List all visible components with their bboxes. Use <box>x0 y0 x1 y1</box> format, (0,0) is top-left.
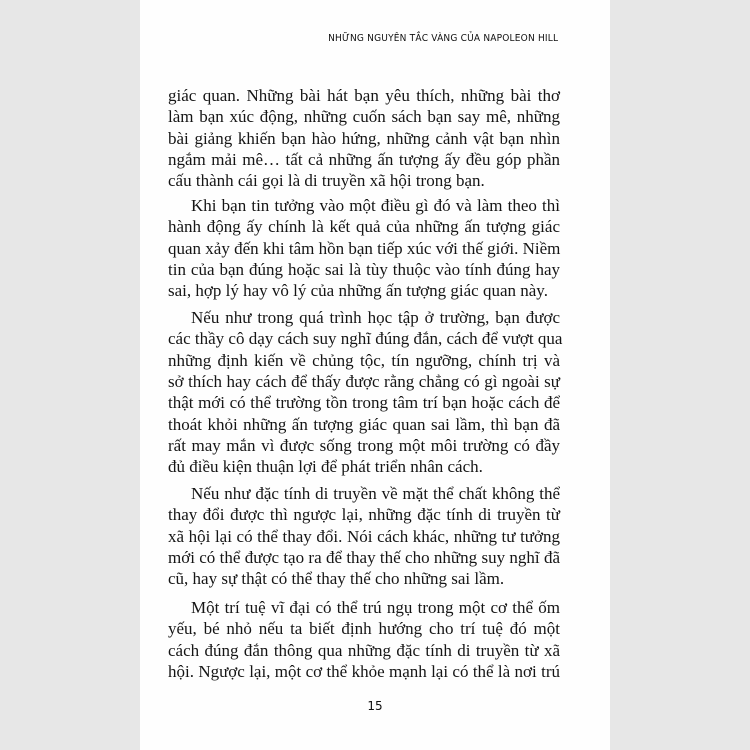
text-line: hành động ấy chính là kết quả của những ấn tượng giác <box>168 217 560 237</box>
running-header: NHỮNG NGUYÊN TẮC VÀNG CỦA NAPOLEON HILL <box>327 33 558 44</box>
text-line: Nếu như đặc tính di truyền về mặt thể chất không thể <box>191 484 560 503</box>
book-page <box>140 0 610 750</box>
text-line: sở thích hay cách để thấy được rằng chẳng có gì ngoài sự <box>168 371 560 391</box>
text-line: những định kiến về chủng tộc, tín ngưỡng, chính trị và <box>168 350 560 370</box>
text-line: Nếu như trong quá trình học tập ở trường, bạn được <box>191 308 560 327</box>
text-line: Khi bạn tin tưởng vào một điều gì đó và làm theo thì <box>191 196 560 215</box>
text-line: hội. Ngược lại, một cơ thể khỏe mạnh lại có thể là nơi trú <box>168 661 560 681</box>
text-line: giác quan. Những bài hát bạn yêu thích, những bài thơ <box>168 86 560 105</box>
text-line: thay đổi được thì ngược lại, những đặc tính di truyền từ <box>168 505 560 525</box>
text-line: tin của bạn đúng hoặc sai là tùy thuộc vào tính đúng hay <box>168 259 560 279</box>
text-line: cách đúng đắn thông qua những đặc tính di truyền từ xã <box>168 640 560 660</box>
text-line: ngắm mải mê… tất cả những ấn tượng ấy đều góp phần <box>168 149 560 169</box>
text-line: mới có thể được tạo ra để thay thế cho những suy nghĩ đã <box>168 547 560 567</box>
text-line: làm bạn xúc động, những cuốn sách bạn say mê, những <box>168 107 560 127</box>
text-line: cấu thành cái gọi là di truyền xã hội trong bạn. <box>168 171 485 191</box>
page-number: 15 <box>367 699 383 713</box>
text-line: thoát khỏi những ấn tượng giác quan sai lầm, thì bạn đã <box>168 414 560 434</box>
text-line: đủ điều kiện thuận lợi để phát triển nhân cách. <box>168 457 483 477</box>
text-line: các thầy cô dạy cách suy nghĩ đúng đắn, cách để vượt qua <box>168 329 563 349</box>
text-line: bài giảng khiến bạn hào hứng, những cảnh vật bạn nhìn <box>168 128 560 148</box>
text-line: rất may mắn vì được sống trong một môi trường có đầy <box>168 435 560 455</box>
text-line: thật mới có thể trường tồn trong tâm trí bạn hoặc cách để <box>168 393 560 413</box>
text-line: xã hội lại có thể thay đổi. Nói cách khác, những tư tưởng <box>168 526 560 546</box>
text-line: sai, hợp lý hay vô lý của những ấn tượng giác quan này. <box>168 281 548 301</box>
text-line: yếu, bé nhỏ nếu ta biết định hướng cho trí tuệ đó một <box>168 619 560 639</box>
text-line: Một trí tuệ vĩ đại có thể trú ngụ trong một cơ thể ốm <box>191 598 560 617</box>
text-line: cũ, hay sự thật có thể thay thế cho những sai lầm. <box>168 569 505 589</box>
text-line: quan xảy đến khi tâm hồn bạn tiếp xúc với thế giới. Niềm <box>168 238 561 258</box>
